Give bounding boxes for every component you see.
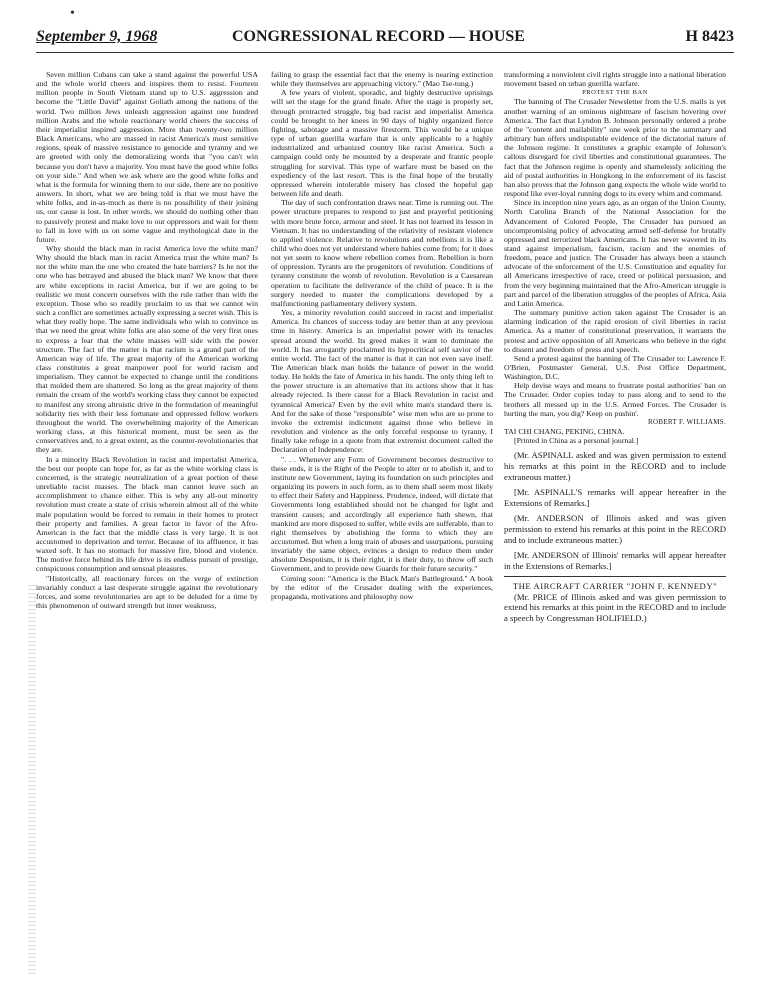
paragraph: transforming a nonviolent civil rights struggle into a national liberation movement based on urban guerilla warfare.	[504, 70, 726, 89]
header-title: CONGRESSIONAL RECORD — HOUSE	[232, 28, 525, 45]
section-rule	[504, 576, 726, 577]
location-line: TAI CHI CHANG, PEKING, CHINA.	[504, 427, 625, 437]
aspinall-request: (Mr. ASPINALL asked and was given permission to extend his remarks at this point in the RECORD and to include extraneous matter.)	[504, 450, 726, 482]
paragraph: failing to grasp the essential fact that the enemy is nearing extinction while they themselves are approaching victory." (Mao Tse-tung.)	[271, 70, 493, 89]
paragraph: The day of such confrontation draws near. Time is running out. The power structure prepares to respond to just and prayerful petitioning with more brute force, armour and steel. It has not learned its lesson in Vietnam. It has no understanding of the relativity of resistant violence to applied violence. Relative to revolutions and rebellions it is like a child who does not yet understand where babies come from; for it does not yet seem to know where rebellion comes from. Rebellion is born of oppression. Tyrants are the progenitors of revolution. Conditions of tyranny constitute the womb of revolution. Revolution is a Caesarean operation to facilitate the deliverance of the child of peace. It is the surgery needed to master the complications developed by a malfunctioning parliamentary delivery system.	[271, 198, 493, 308]
paragraph: In a minority Black Revolution in racist and imperialist America, the best our people can hope for, as far as the white working class is concerned, is the strategic neutralization of a great portion of these unreliable racist masses. The black man cannot leave such an accomplishment to chance either. This is why any all-out minority revolution must create a state of crisis wherein almost all of the white male population would be forced to remain in their homes to protect their property and families. A great factor in favor of the Afro-American is the fact that the middle class is very large. It is not accustomed to deprivation and terror. Because of its affluence, it has waxed soft. It has no stomach for massive fire, blood and violence. The motive force behind its life drive is its endless pursuit of prestige, conspicuous consumption and sensual pleasures.	[36, 454, 258, 574]
page-header	[36, 28, 734, 52]
paragraph: Why should the black man in racist America love the white man? Why should the black man in racist America trust the white man? Is not the white man the one who created the hate barriers? Is he not the one who has betrayed and abused the black man? We know that there are white exceptions in racist America, but if we are going to be realistic we must concern ourselves with the rule rather than with the exception. Those who so readily proclaim to us that we cannot win such a conflict are sometimes actually expressing a secret wish. This is what they really hope. The same individuals who wish to convince us that we need the great white folks are also some of the very first ones to express a fear that the white masses will side with the power structure. The fact of the matter is that racism is a grand part of the American way of life. The great majority of the American working class constitutes a great manpower pool for world racism and imperialism. They cannot be expected to change until the conditions that molded them are shattered. So long as the great majority of them remain the cream of the world's working class they cannot be expected to manifest any strong altruistic drive in the formulation of meaningful solidarity ties with their less fortunate and oppressed fellow workers throughout the world. The overwhelming majority of the American working class, at this historical moment, must be seen as the conservatives and, to a great extent, as the counter-revolutionaries that they are.	[36, 243, 258, 455]
header-rule	[36, 52, 734, 53]
column-left	[36, 70, 258, 978]
paragraph: The banning of The Crusader Newsletter from the U.S. mails is yet another warning of an ominous nightmare of fascism hovering over America. The fact that Lyndon B. Johnson personally ordered a probe of the "content and mailability" one week prior to the summary and arbitrary ban offers undisputable evidence of the dictatorial nature of the Johnson regime. It constitutes a graphic example of Johnson's callous disregard for civil liberties and constitutional guarantees. The fact that the Johnson regime is openly and shamelessly soliciting the aid of postal authorities in Hongkong in the enforcement of its fascist ban also proves that the Johnson gang expects the whole wide world to respond like ever-loyal running dogs to its every whim and command.	[504, 97, 726, 199]
paragraph: "Historically, all reactionary forces on the verge of extinction invariably conduct a last desperate struggle against the revolutionary forces, and some revolutionaries are apt to be deluded for a time by this phenomenon of outward strength but inner weakness,	[36, 573, 258, 611]
price-request: (Mr. PRICE of Illinois asked and was given permission to extend his remarks at this point in the RECORD and to include a speech by Congressman HOLIFIELD.)	[504, 591, 726, 624]
paragraph: The summary punitive action taken against The Crusader is an alarming indication of the rapid erosion of civil liberties in racist America. As a matter of constitutional preservation, it warrants the protest and active opposition of all Americans who believe in the right to dissent and freedom of press and speech.	[504, 308, 726, 354]
paragraph: Help devise ways and means to frustrate postal authorities' ban on The Crusader. Order copies today to pass along and to send to the brothers all messed up in the U.S. Armed Forces. The Crusader is hurting the man, you dig? Keep on pushin'.	[504, 381, 726, 418]
margin-mark: •	[70, 6, 75, 21]
paragraph: Coming soon: "America is the Black Man's Battleground." A book by the editor of the Crusader dealing with the experiences, propaganda, motivations and philosophy now	[271, 573, 493, 601]
anderson-request: (Mr. ANDERSON of Illinois asked and was given permission to extend his remarks at this point in the RECORD and to include extraneous matter.)	[504, 513, 726, 545]
column-right	[504, 70, 726, 978]
printed-note: [Printed in China as a personal journal.]	[514, 436, 639, 446]
header-page-number: H 8423	[685, 28, 734, 45]
paragraph: Seven million Cubans can take a stand against the powerful USA and the whole world cheers and inspires them to resist. Fourteen million people in South Vietnam stand up to U.S. aggression and become the "Little David" against Goliath among the nations of the world. Two million Jews unleash aggression against one hundred million Arabs and the whole reactionary world cheers the success of their imperialist inspired aggression. More than twenty-two million Black Americans, who are massed in racist America's most sensitive regions, speak of massive resistance to genocide and tyranny and we are greeted with only the demoralizing words that "you can't win because you don't have a majority. You must have the good white folks on your side." And when we ask where are the good white folks and what is the formula for winning them to our side, there are no positive answers. In short, what we are being told is that we must have the white folks, and in-as-much as there is no possibility of their joining us, our cause is lost. In other words, we should do nothing other than to passively protest and make love to our oppressors and wait for them to fall in love with us on some vague and mythological date in the future.	[36, 70, 258, 244]
paragraph: A few years of violent, sporadic, and highly destructive uprisings will set the stage for the grand finale. After the stage is properly set, through protracted struggle, big bad racist and imperialist America could be brought to her knees in 90 days of highly organized fierce fighting, sabotage and a massive firestorm. This would be a unique type of urban guerilla warfare that is only applicable to a highly industrialized and urbanized country like racist America. Such a campaign could only be mounted by a desperate and frantic people struggling for survival. This type of warfare must be based on the expediency of the last resort. This is the final hope of the brutally oppressed wherein intolerable misery has closed the hopeful gap between life and death.	[271, 88, 493, 199]
section-heading: PROTEST THE BAN	[582, 89, 648, 97]
paragraph: Since its inception nine years ago, as an organ of the Union County, North Carolina Branch of the National Association for the Advancement of Colored People, The Crusader has pursued an uncompromising policy of advocating armed self-defense for brutally oppressed and terrorized black Americans. It has never wavered in its stand against imperialism, fascism, racism and the enemies of freedom, peace and justice. The Crusader has always been a staunch advocate of the enforcement of the U.S. Constitution and equality for all Americans irrespective of race, creed or political persuasion, and from the very beginning maintained that the Afro-American struggle is part and parcel of the liberation struggles of the peoples of Africa, Asia and Latin America.	[504, 198, 726, 308]
carrier-heading: THE AIRCRAFT CARRIER "JOHN F. KENNEDY"	[512, 581, 718, 592]
header-date: September 9, 1968	[36, 28, 158, 45]
anderson-note: [Mr. ANDERSON of Illinois' remarks will appear hereafter in the Extensions of Remarks.]	[504, 550, 726, 571]
aspinall-note: [Mr. ASPINALL'S remarks will appear hereafter in the Extensions of Remarks.]	[504, 487, 726, 508]
signature: ROBERT F. WILLIAMS.	[648, 417, 726, 426]
paragraph: Yes, a minority revolution could succeed in racist and imperialist America. Its chances of success today are better than at any previous time in history. America is an imperialist power with its tenacles spread around the world. Its greed makes it want to dominate the world. It has arrogantly proclaimed its hypocritical self savior of the entire world. The fact of the matter is that it can not even save itself. The American black man holds the balance of power in the world today. He holds the fate of America in his hands. The only thing left to the power structure is an alternative that its actions show that it has already rejected. Is there cause for a Black Revolution in racist and tyrannical America? Even by the evil white man's standard there is. And for the sake of those "responsible" wise men who are so prone to invoke the extremist indictment against those who believe in revolution and violence as the only forceful response to tyranny, I finally take refuge in a quote from that extremist document called the Declaration of Independence:	[271, 308, 493, 455]
quotation: ". . . Whenever any Form of Government becomes destructive to these ends, it is the Right of the People to alter or to abolish it, and to institute new Government, laying its foundation on such principles and organizing its powers in such form, as to them shall seem most likely to effect their Safety and Happiness. Prudence, indeed, will dictate that Governments long established should not be changed for light and transient causes; and accordingly all experience hath shewn, that mankind are more disposed to suffer, while evils are sufferable, than to right themselves by abolishing the forms to which they are accustomed. But when a long train of abuses and usurpations, pursuing invariably the same object, evinces a design to reduce them under absolute Despotism, it is their right, it is their duty, to throw off such Government, and to provide new Guards for their future security."	[271, 454, 493, 574]
binding-margin	[28, 585, 36, 975]
paragraph: Send a protest against the banning of The Crusader to: Lawrence F. O'Brien, Postmaster General, U.S. Post Office Department, Washington, D.C.	[504, 353, 726, 382]
column-middle	[271, 70, 493, 978]
